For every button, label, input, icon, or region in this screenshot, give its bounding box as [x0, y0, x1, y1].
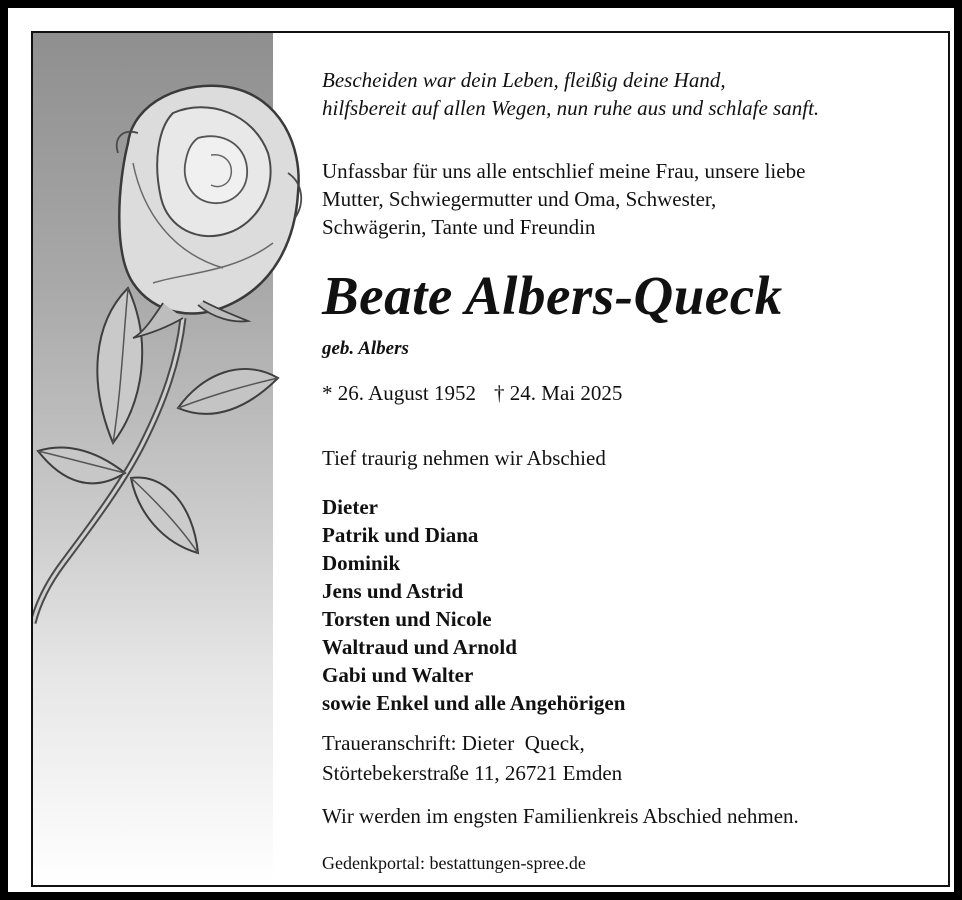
funeral-notice: Wir werden im engsten Familienkreis Abschied nehmen.	[322, 804, 799, 828]
mourner-item: Waltraud und Arnold	[322, 635, 517, 659]
intro-line: Mutter, Schwiegermutter und Oma, Schwester,	[322, 187, 717, 211]
address-line: Traueranschrift: Dieter Queck,	[322, 731, 585, 755]
mourner-item: Dominik	[322, 551, 401, 575]
intro-line: Unfassbar für uns alle entschlief meine Frau, unsere liebe	[322, 159, 806, 183]
mourner-item: sowie Enkel und alle Angehörigen	[322, 691, 626, 715]
address-line: Störtebekerstraße 11, 26721 Emden	[322, 761, 623, 785]
death-date: † 24. Mai 2025	[494, 381, 623, 405]
memorial-portal: Gedenkportal: bestattungen-spree.de	[322, 853, 586, 873]
mourners-list	[322, 493, 625, 717]
mourner-item: Dieter	[322, 495, 378, 519]
farewell-line: Tief traurig nehmen wir Abschied	[322, 446, 606, 470]
mourner-item: Torsten und Nicole	[322, 607, 492, 631]
mourning-address	[322, 728, 622, 788]
mourner-item: Gabi und Walter	[322, 663, 474, 687]
life-dates	[322, 381, 622, 406]
mourner-item: Patrik und Diana	[322, 523, 479, 547]
rose-icon	[33, 33, 333, 633]
motto-verse	[322, 66, 819, 122]
motto-line: Bescheiden war dein Leben, fleißig deine Hand,	[322, 68, 726, 92]
motto-line: hilfsbereit auf allen Wegen, nun ruhe aus und schlafe sanft.	[322, 96, 820, 120]
intro-text	[322, 157, 805, 241]
mourner-item: Jens und Astrid	[322, 579, 464, 603]
intro-line: Schwägerin, Tante und Freundin	[322, 215, 596, 239]
maiden-name: geb. Albers	[322, 338, 409, 359]
obituary-card	[31, 31, 950, 887]
birth-date: * 26. August 1952	[322, 381, 477, 405]
deceased-name: Beate Albers-Queck	[322, 265, 783, 326]
